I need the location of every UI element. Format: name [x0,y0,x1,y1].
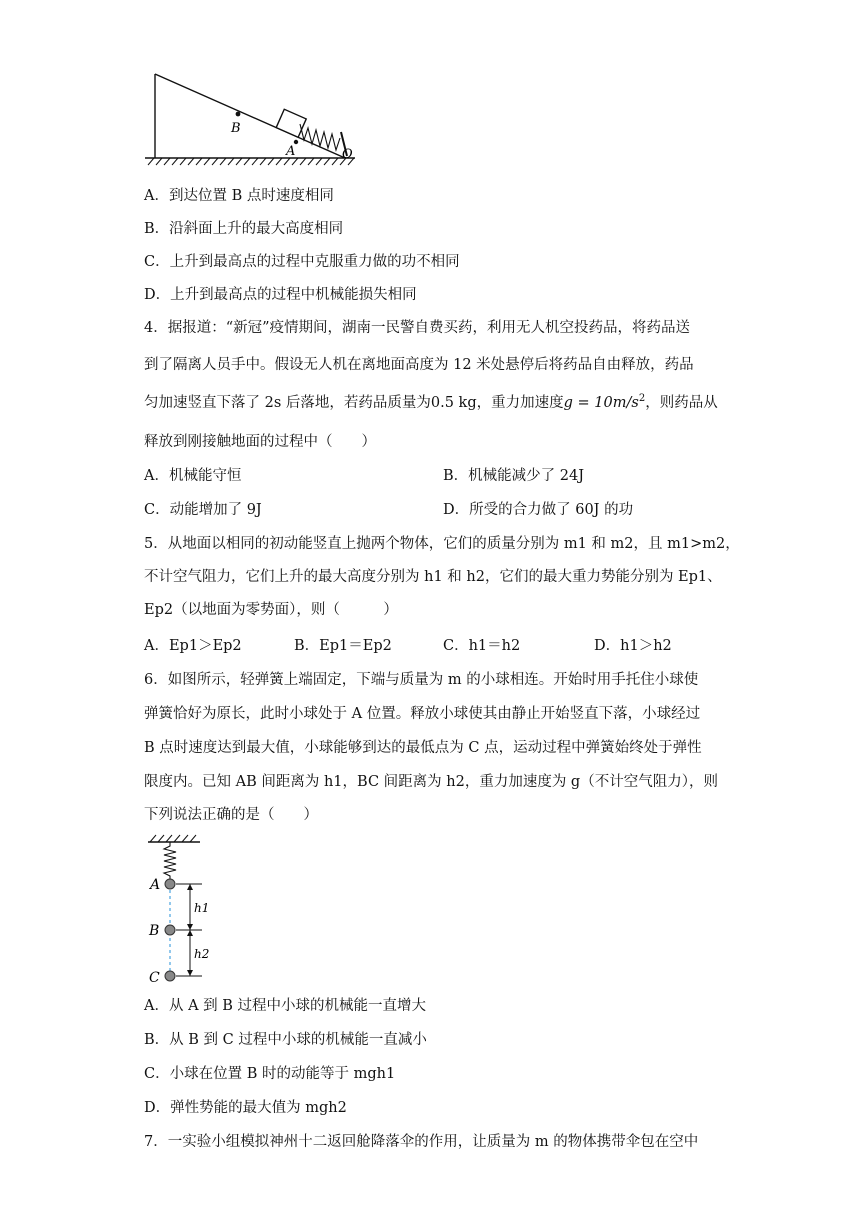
q3-option-c: C．上升到最高点的过程中克服重力做的功不相同 [144,254,460,270]
q4-option-d: D．所受的合力做了 60J 的功 [443,502,634,518]
q4-stem-line1: 4．据报道：“新冠”疫情期间，湖南一民警自费买药，利用无人机空投药品，将药品送 [144,320,691,336]
label-b: B [231,121,241,136]
q6-option-b: B．从 B 到 C 过程中小球的机械能一直减小 [144,1032,427,1048]
q6-stem-line5: 下列说法正确的是（ ） [144,807,318,823]
mass-expression: 0.5 kg [430,395,477,411]
q3-option-d: D．上升到最高点的过程中机械能损失相同 [144,287,417,303]
q4-option-b: B．机械能减少了 24J [443,468,585,484]
q3-option-b: B．沿斜面上升的最大高度相同 [144,221,344,237]
q5-stem-line2: 不计空气阻力，它们上升的最大高度分别为 h1 和 h2，它们的最大重力势能分别为 Ep1、 [144,569,722,585]
q4-option-c: C．动能增加了 9J [144,502,262,518]
q5-option-c: C．h1＝h2 [443,638,521,654]
spring-ball-figure [140,832,230,992]
q4-stem-line2: 到了隔离人员手中。假设无人机在离地面高度为 12 米处悬停后将药品自由释放，药品 [144,357,694,373]
q6-stem-line4: 限度内。已知 AB 间距离为 h1，BC 间距离为 h2，重力加速度为 g（不计空气阻力），则 [144,774,718,790]
q5-option-b: B．Ep1＝Ep2 [294,638,392,654]
q5-option-a: A．Ep1＞Ep2 [144,638,242,654]
incline-spring-figure [140,66,370,166]
q6-option-a: A．从 A 到 B 过程中小球的机械能一直增大 [144,998,427,1014]
q5-option-d: D．h1＞h2 [594,638,672,654]
q6-option-c: C．小球在位置 B 时的动能等于 mgh1 [144,1066,396,1082]
label-pos-b: B [149,923,160,939]
q3-option-a: A．到达位置 B 点时速度相同 [144,188,334,204]
gravity-expression: g = 10m/s [563,395,639,411]
label-h2: h2 [194,947,210,961]
q6-option-d: D．弹性势能的最大值为 mgh2 [144,1100,347,1116]
label-a: A [286,144,296,159]
q6-stem-line3: B 点时速度达到最大值，小球能够到达的最低点为 C 点，运动过程中弹簧始终处于弹性 [144,740,702,756]
q5-stem-line3: Ep2（以地面为零势面），则（ ） [144,602,398,618]
q6-stem-line1: 6．如图所示，轻弹簧上端固定，下端与质量为 m 的小球相连。开始时用手托住小球使 [144,672,699,688]
label-pos-c: C [149,970,160,986]
label-o: O [342,147,353,162]
label-pos-a: A [150,877,161,893]
label-h1: h1 [194,901,210,915]
q4-option-a: A．机械能守恒 [144,468,242,484]
q4-stem-line4: 释放到刚接触地面的过程中（ ） [144,434,376,450]
q4-stem-line3: 匀加速竖直下落了 2s 后落地，若药品质量为0.5 kg，重力加速度$g = 10m/s^2$，则药品从 [144,393,718,411]
q7-stem-line1: 7．一实验小组模拟神州十二返回舱降落伞的作用，让质量为 m 的物体携带伞包在空中 [144,1134,699,1150]
q6-stem-line2: 弹簧恰好为原长，此时小球处于 A 位置。释放小球使其由静止开始竖直下落，小球经过 [144,706,701,722]
q5-stem-line1: 5．从地面以相同的初动能竖直上抛两个物体，它们的质量分别为 m1 和 m2，且 m1>m2， [144,536,740,552]
